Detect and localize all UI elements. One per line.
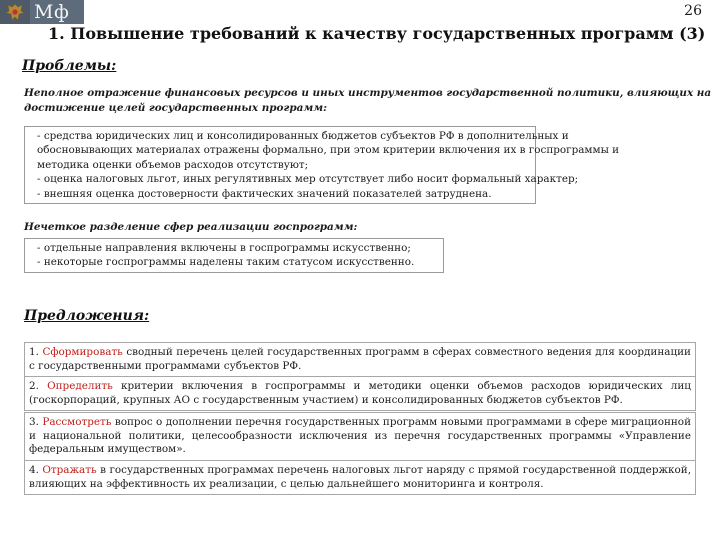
issue1-detail-line: - оценка налоговых льгот, иных регулятивных мер отсутствует либо носит формальный характер; xyxy=(37,173,579,186)
proposal-verb: Рассмотреть xyxy=(42,416,112,428)
issue2-details-box xyxy=(24,238,444,273)
header-spacer xyxy=(84,0,720,24)
proposal-number: 4. xyxy=(29,464,39,476)
proposal-number: 2. xyxy=(29,380,39,392)
issue1-details-box xyxy=(24,126,620,204)
proposal-verb: Отражать xyxy=(42,464,97,476)
proposal-text: в государственных программах перечень налоговых льгот наряду с прямой государственной поддержкой, влияющих на эффективность их реализации, с целью дальнейшего мониторинга и контроля. xyxy=(29,464,692,490)
proposal-item-4 xyxy=(24,460,696,495)
issue1-detail-line: - внешняя оценка достоверности фактических значений показателей затруднена. xyxy=(37,187,492,200)
proposal-item-2 xyxy=(24,376,696,411)
issue1-title-line: Неполное отражение финансовых ресурсов и иных инструментов государственной политики, влияющих на xyxy=(24,87,712,99)
proposal-text: сводный перечень целей государственных программ в сферах совместного ведения для координации с государственными программами субъектов РФ. xyxy=(29,346,691,372)
proposal-item-1 xyxy=(24,342,696,377)
coat-of-arms-icon xyxy=(0,0,30,24)
ministry-logo-text: Мф xyxy=(34,1,70,23)
issue1-title xyxy=(24,86,712,116)
proposal-verb: Сформировать xyxy=(42,346,123,358)
issue2-title: Нечеткое разделение сфер реализации госпрограмм: xyxy=(24,221,358,233)
proposal-item-3 xyxy=(24,412,696,461)
proposal-number: 1. xyxy=(29,346,39,358)
proposals-heading: Предложения: xyxy=(24,308,150,324)
issue1-detail-line: - средства юридических лиц и консолидированных бюджетов субъектов РФ в дополнительных и xyxy=(37,130,569,142)
proposal-verb: Определить xyxy=(47,380,113,392)
page-title: 1. Повышение требований к качеству государственных программ (3) xyxy=(48,24,706,43)
issue1-detail-line: обосновывающих материалах отражены формально, при этом критерии включения их в госпрограммы и xyxy=(37,144,620,157)
issue1-detail-line: методика оценки объемов расходов отсутствуют; xyxy=(37,158,309,171)
proposal-number: 3. xyxy=(29,416,39,428)
proposal-text: вопрос о дополнении перечня государственных программ новыми программами в сфере миграционной и национальной политики, целесообразности исключения из перечня государственных программы «Управление федеральным имуществом». xyxy=(29,416,691,456)
page-number: 26 xyxy=(684,3,702,19)
problems-heading: Проблемы: xyxy=(22,58,117,74)
issue2-detail-line: - отдельные направления включены в госпрограммы искусственно; xyxy=(37,242,411,254)
proposal-text: критерии включения в госпрограммы и методики оценки объемов расходов юридических лиц (госкорпораций, крупных АО с государственным участием) и консолидированных бюджетов субъектов РФ. xyxy=(29,380,691,406)
issue1-title-line: достижение целей государственных программ: xyxy=(24,102,327,114)
issue2-detail-line: - некоторые госпрограммы наделены таким статусом искусственно. xyxy=(37,256,415,269)
